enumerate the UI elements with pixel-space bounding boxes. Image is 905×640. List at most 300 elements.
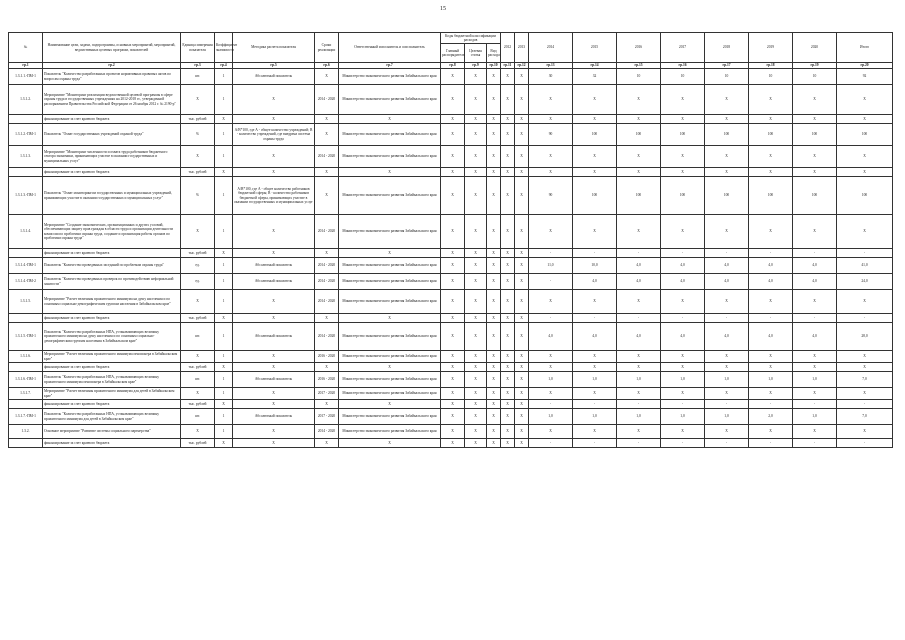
row-value: - [837, 249, 893, 258]
row-term: 2014 - 2020 [315, 290, 339, 314]
row-value: 1,0 [793, 372, 837, 388]
row-unit: шт. [181, 323, 215, 351]
row-number: 1.3.1.4.-ПМ-1 [9, 258, 43, 274]
row-number [9, 363, 43, 372]
row-value: 100 [793, 124, 837, 146]
row-2013: X [515, 146, 529, 168]
row-unit: шт. [181, 409, 215, 425]
row-value: X [573, 115, 617, 124]
row-responsible: X [339, 314, 441, 323]
row-2013: X [515, 124, 529, 146]
row-number: 1.3.1.1.-ПМ-1 [9, 69, 43, 85]
row-2013: X [515, 215, 529, 249]
row-coefficient: 1 [215, 69, 233, 85]
row-value: 4,0 [705, 258, 749, 274]
row-2013: X [515, 363, 529, 372]
row-method: Абсолютный показатель [233, 409, 315, 425]
header-resp: Ответственный исполнитель и соисполнитель [339, 33, 441, 63]
row-target-code: X [465, 146, 487, 168]
row-2012: X [501, 400, 515, 409]
row-method: Абсолютный показатель [233, 69, 315, 85]
row-term: 2017 - 2020 [315, 409, 339, 425]
colnum: гр.9 [465, 63, 487, 69]
row-term: X [315, 115, 339, 124]
row-value: X [529, 290, 573, 314]
row-responsible: Министерство экономического развития Забайкальского края [339, 258, 441, 274]
row-value: 4,0 [793, 323, 837, 351]
row-term: X [315, 249, 339, 258]
row-target-code: X [465, 314, 487, 323]
row-value: - [529, 439, 573, 448]
row-number: 1.3.1.3. [9, 146, 43, 168]
row-value: 100 [617, 124, 661, 146]
row-admin-code: X [441, 290, 465, 314]
row-value: X [617, 425, 661, 439]
row-number [9, 249, 43, 258]
row-2013: X [515, 274, 529, 290]
row-number [9, 168, 43, 177]
row-value: 100 [705, 177, 749, 215]
row-value: X [661, 388, 705, 400]
row-2013: X [515, 400, 529, 409]
row-value: X [705, 168, 749, 177]
row-coefficient: X [215, 314, 233, 323]
row-value: - [529, 400, 573, 409]
row-admin-code: X [441, 177, 465, 215]
row-admin-code: X [441, 363, 465, 372]
row-value: 4,0 [705, 323, 749, 351]
table-row [9, 215, 893, 249]
row-value: 90 [529, 124, 573, 146]
row-admin-code: X [441, 425, 465, 439]
row-name: Мероприятие "Мониторинг реализации ведомственной целевой программы в сфере охраны труда в государственных учреждениях на 2012-2018 гг., утвержденной распоряжением Правительства Российской Федерации от 26 ноября 2012 г. № 2190-р" [43, 85, 181, 115]
row-value: 1,0 [661, 409, 705, 425]
row-value: X [793, 85, 837, 115]
row-unit: X [181, 146, 215, 168]
row-name: Мероприятие "Создание экономических, организационных и других условий, обеспечивающих защиту прав граждан в области труда и организации деятельности комиссии по проблемам охраны труда, создание и организация работы органов по проблемам охраны труда" [43, 215, 181, 249]
row-2013: X [515, 409, 529, 425]
row-method: X [233, 115, 315, 124]
colnum: гр.7 [339, 63, 441, 69]
row-unit: X [181, 85, 215, 115]
table-row [9, 115, 893, 124]
row-value: X [529, 85, 573, 115]
row-value: 4,0 [529, 323, 573, 351]
row-2012: X [501, 323, 515, 351]
row-2013: X [515, 314, 529, 323]
row-method: X [233, 85, 315, 115]
row-term: X [315, 168, 339, 177]
row-value: X [529, 388, 573, 400]
row-admin-code: X [441, 215, 465, 249]
row-target-code: X [465, 258, 487, 274]
row-value: 1,0 [573, 409, 617, 425]
row-term: 2014 - 2020 [315, 146, 339, 168]
row-value: - [705, 314, 749, 323]
row-value: 4,0 [617, 323, 661, 351]
row-value: 1,0 [705, 372, 749, 388]
row-value: X [529, 168, 573, 177]
header-name: Наименование цели, задачи, подпрограммы, основных мероприятий, мероприятий, ведомственных целевых программ, показателей [43, 33, 181, 63]
row-2012: X [501, 115, 515, 124]
row-2013: X [515, 290, 529, 314]
row-value: 100 [661, 177, 705, 215]
row-value: - [573, 314, 617, 323]
colnum: гр.2 [43, 63, 181, 69]
row-value: X [705, 215, 749, 249]
row-value: 4,0 [749, 323, 793, 351]
row-value: X [617, 115, 661, 124]
row-value: 92 [837, 69, 893, 85]
colnum: гр.16 [661, 63, 705, 69]
row-value: X [837, 146, 893, 168]
row-target-code: X [465, 388, 487, 400]
table-row [9, 363, 893, 372]
row-name: Показатель "Охват мониторингом государственных и муниципальных учреждений, принимающих участие в оказании государственных и муниципальных услуг" [43, 177, 181, 215]
row-vid-code: X [487, 409, 501, 425]
row-2013: X [515, 351, 529, 363]
row-value: X [617, 363, 661, 372]
row-value: X [705, 425, 749, 439]
row-2013: X [515, 177, 529, 215]
row-value: - [573, 439, 617, 448]
row-value: 2,0 [749, 409, 793, 425]
row-name: финансирование за счет краевого бюджета [43, 168, 181, 177]
header-term: Сроки реализации [315, 33, 339, 63]
row-value: X [705, 115, 749, 124]
row-value: X [705, 388, 749, 400]
row-value: - [837, 400, 893, 409]
row-unit: X [181, 290, 215, 314]
row-value: X [661, 168, 705, 177]
row-value: - [837, 439, 893, 448]
row-admin-code: X [441, 168, 465, 177]
row-2013: X [515, 115, 529, 124]
colnum: гр.17 [705, 63, 749, 69]
table-row [9, 258, 893, 274]
row-value: X [705, 290, 749, 314]
row-term: 2017 - 2020 [315, 388, 339, 400]
row-name: финансирование за счет краевого бюджета [43, 400, 181, 409]
header-total: Итого [837, 33, 893, 63]
table-row [9, 425, 893, 439]
row-target-code: X [465, 215, 487, 249]
row-unit: X [181, 215, 215, 249]
row-value: 4,0 [793, 258, 837, 274]
row-2013: X [515, 258, 529, 274]
row-coefficient: 1 [215, 388, 233, 400]
table-row [9, 274, 893, 290]
row-2012: X [501, 351, 515, 363]
row-value: 7,0 [837, 409, 893, 425]
row-target-code: X [465, 85, 487, 115]
row-vid-code: X [487, 215, 501, 249]
row-value: X [573, 351, 617, 363]
row-unit: X [181, 425, 215, 439]
row-value: 4,0 [661, 274, 705, 290]
row-method: Абсолютный показатель [233, 258, 315, 274]
row-unit: X [181, 388, 215, 400]
row-value: - [705, 400, 749, 409]
row-responsible: Министерство экономического развития Забайкальского края [339, 146, 441, 168]
row-responsible: Министерство экономического развития Забайкальского края [339, 177, 441, 215]
header-2012: 2012 [501, 33, 515, 63]
row-2012: X [501, 249, 515, 258]
row-admin-code: X [441, 115, 465, 124]
row-target-code: X [465, 439, 487, 448]
row-value: X [573, 85, 617, 115]
row-value: 1,0 [705, 409, 749, 425]
row-target-code: X [465, 115, 487, 124]
row-value: 10 [705, 69, 749, 85]
row-admin-code: X [441, 274, 465, 290]
row-value: - [529, 274, 573, 290]
row-value: X [529, 425, 573, 439]
row-value: X [837, 115, 893, 124]
row-number: 1.3.2. [9, 425, 43, 439]
row-value: X [749, 215, 793, 249]
row-admin-code: X [441, 439, 465, 448]
row-value: - [749, 400, 793, 409]
row-term: X [315, 314, 339, 323]
row-coefficient: 1 [215, 372, 233, 388]
table-row [9, 351, 893, 363]
row-vid-code: X [487, 168, 501, 177]
row-admin-code: X [441, 258, 465, 274]
header-2015: 2015 [573, 33, 617, 63]
row-value: X [749, 115, 793, 124]
page-number: 15 [440, 6, 446, 12]
row-method: X [233, 146, 315, 168]
row-method: X [233, 168, 315, 177]
row-value: - [661, 314, 705, 323]
row-coefficient: X [215, 400, 233, 409]
row-admin-code: X [441, 409, 465, 425]
row-unit: тыс. рублей [181, 249, 215, 258]
row-coefficient: 1 [215, 290, 233, 314]
row-value: X [661, 85, 705, 115]
row-unit: тыс. рублей [181, 314, 215, 323]
row-name: финансирование за счет краевого бюджета [43, 439, 181, 448]
row-value: 100 [573, 177, 617, 215]
row-term: X [315, 69, 339, 85]
row-value: 100 [573, 124, 617, 146]
row-term: X [315, 439, 339, 448]
row-name: Показатель "Количество разработанных проектов нормативных правовых актов по вопросам охраны труда" [43, 69, 181, 85]
row-responsible: X [339, 363, 441, 372]
row-term: X [315, 124, 339, 146]
row-value: 10,0 [573, 258, 617, 274]
row-number: 1.3.1.6. [9, 351, 43, 363]
row-value: X [617, 85, 661, 115]
row-value: X [617, 351, 661, 363]
row-vid-code: X [487, 124, 501, 146]
header-coef: Коэффициент значимости [215, 33, 233, 63]
row-method: X [233, 425, 315, 439]
table-row [9, 69, 893, 85]
row-vid-code: X [487, 351, 501, 363]
row-responsible: X [339, 115, 441, 124]
row-value: X [837, 388, 893, 400]
row-value: 90 [529, 177, 573, 215]
row-value: 41,0 [837, 258, 893, 274]
header-2019: 2019 [749, 33, 793, 63]
row-unit: % [181, 124, 215, 146]
row-value: 100 [705, 124, 749, 146]
row-value: - [793, 439, 837, 448]
row-2013: X [515, 425, 529, 439]
row-target-code: X [465, 363, 487, 372]
table-row [9, 323, 893, 351]
row-value: 10 [793, 69, 837, 85]
row-value: X [837, 425, 893, 439]
row-number [9, 400, 43, 409]
table-row [9, 124, 893, 146]
row-method: X [233, 363, 315, 372]
row-admin-code: X [441, 249, 465, 258]
row-number: 1.3.1.7. [9, 388, 43, 400]
row-name: финансирование за счет краевого бюджета [43, 249, 181, 258]
row-vid-code: X [487, 274, 501, 290]
row-name: Основное мероприятие "Развитие системы социального партнерства" [43, 425, 181, 439]
row-coefficient: 1 [215, 323, 233, 351]
row-vid-code: X [487, 314, 501, 323]
row-vid-code: X [487, 372, 501, 388]
row-2012: X [501, 314, 515, 323]
row-value: 1,0 [529, 372, 573, 388]
row-2012: X [501, 124, 515, 146]
row-vid-code: X [487, 425, 501, 439]
row-2012: X [501, 363, 515, 372]
row-number [9, 439, 43, 448]
row-number: 1.3.1.2.-ПМ-1 [9, 124, 43, 146]
table-row [9, 439, 893, 448]
row-unit: ед. [181, 274, 215, 290]
row-method: Абсолютный показатель [233, 372, 315, 388]
row-number: 1.3.1.5. [9, 290, 43, 314]
row-value: 100 [749, 177, 793, 215]
row-unit: тыс. рублей [181, 400, 215, 409]
row-name: Показатель "Количество проведенных проверок по противодействию неформальной занятости" [43, 274, 181, 290]
row-2012: X [501, 372, 515, 388]
row-value: - [793, 314, 837, 323]
row-admin-code: X [441, 314, 465, 323]
row-vid-code: X [487, 115, 501, 124]
header-target: Целевая статья [465, 44, 487, 63]
row-2012: X [501, 168, 515, 177]
row-value: 4,0 [749, 258, 793, 274]
colnum: гр.4 [215, 63, 233, 69]
header-2014: 2014 [529, 33, 573, 63]
row-2013: X [515, 69, 529, 85]
table-body [9, 69, 893, 448]
header-admin: Главный распорядитель [441, 44, 465, 63]
row-value: 4,0 [573, 274, 617, 290]
row-responsible: X [339, 168, 441, 177]
row-responsible: Министерство экономического развития Забайкальского края [339, 409, 441, 425]
row-method: X [233, 314, 315, 323]
row-method: А/В*100, где А - общее количество работников бюджетной сферы; В - количество работников бюджетной сферы, принимающих участие в оказании государственных и муниципальных услуг [233, 177, 315, 215]
row-coefficient: 1 [215, 425, 233, 439]
row-term: X [315, 400, 339, 409]
row-name: Показатель "Количество разработанных НПА, устанавливающих величину прожиточного минимума пенсионера в Забайкальском крае" [43, 372, 181, 388]
row-unit: тыс. рублей [181, 115, 215, 124]
row-target-code: X [465, 177, 487, 215]
row-value: 4,0 [661, 323, 705, 351]
row-value: X [573, 388, 617, 400]
row-number: 1.3.1.4.-ПМ-2 [9, 274, 43, 290]
row-value: 10 [617, 69, 661, 85]
row-2012: X [501, 177, 515, 215]
row-admin-code: X [441, 323, 465, 351]
row-unit: тыс. рублей [181, 439, 215, 448]
row-value: X [573, 168, 617, 177]
row-responsible: X [339, 249, 441, 258]
row-value: 1,0 [617, 372, 661, 388]
row-value: - [617, 400, 661, 409]
header-2020: 2020 [793, 33, 837, 63]
row-unit: тыс. рублей [181, 363, 215, 372]
row-responsible: Министерство экономического развития Забайкальского края [339, 85, 441, 115]
row-value: 1,0 [617, 409, 661, 425]
table-row [9, 168, 893, 177]
row-value: 4,0 [573, 323, 617, 351]
row-value: - [793, 400, 837, 409]
row-vid-code: X [487, 146, 501, 168]
row-vid-code: X [487, 258, 501, 274]
row-number [9, 115, 43, 124]
row-2012: X [501, 258, 515, 274]
row-value: - [837, 314, 893, 323]
row-vid-code: X [487, 85, 501, 115]
row-value: X [749, 425, 793, 439]
row-name: Мероприятие "Расчет величины прожиточного минимума для детей в Забайкальском крае" [43, 388, 181, 400]
row-term: X [315, 177, 339, 215]
row-2013: X [515, 323, 529, 351]
row-value: 100 [837, 177, 893, 215]
row-value: X [617, 168, 661, 177]
row-coefficient: X [215, 439, 233, 448]
row-value: X [837, 215, 893, 249]
row-value: - [793, 249, 837, 258]
row-responsible: Министерство экономического развития Забайкальского края [339, 290, 441, 314]
row-2012: X [501, 425, 515, 439]
row-method: X [233, 290, 315, 314]
row-admin-code: X [441, 69, 465, 85]
header-vid: Вид расхода [487, 44, 501, 63]
row-value: X [661, 425, 705, 439]
row-value: X [661, 115, 705, 124]
colnum: гр.1 [9, 63, 43, 69]
row-admin-code: X [441, 400, 465, 409]
row-method: X [233, 439, 315, 448]
row-value: - [573, 400, 617, 409]
row-value: X [573, 215, 617, 249]
row-value: 100 [661, 124, 705, 146]
row-value: 100 [617, 177, 661, 215]
header-2017: 2017 [661, 33, 705, 63]
row-value: 10 [661, 69, 705, 85]
row-target-code: X [465, 69, 487, 85]
row-vid-code: X [487, 323, 501, 351]
row-value: X [749, 363, 793, 372]
row-number: 1.3.1.6.-ПМ-1 [9, 372, 43, 388]
row-coefficient: 1 [215, 124, 233, 146]
row-responsible: Министерство экономического развития Забайкальского края [339, 69, 441, 85]
row-2012: X [501, 274, 515, 290]
row-value: X [573, 290, 617, 314]
row-value: - [617, 249, 661, 258]
